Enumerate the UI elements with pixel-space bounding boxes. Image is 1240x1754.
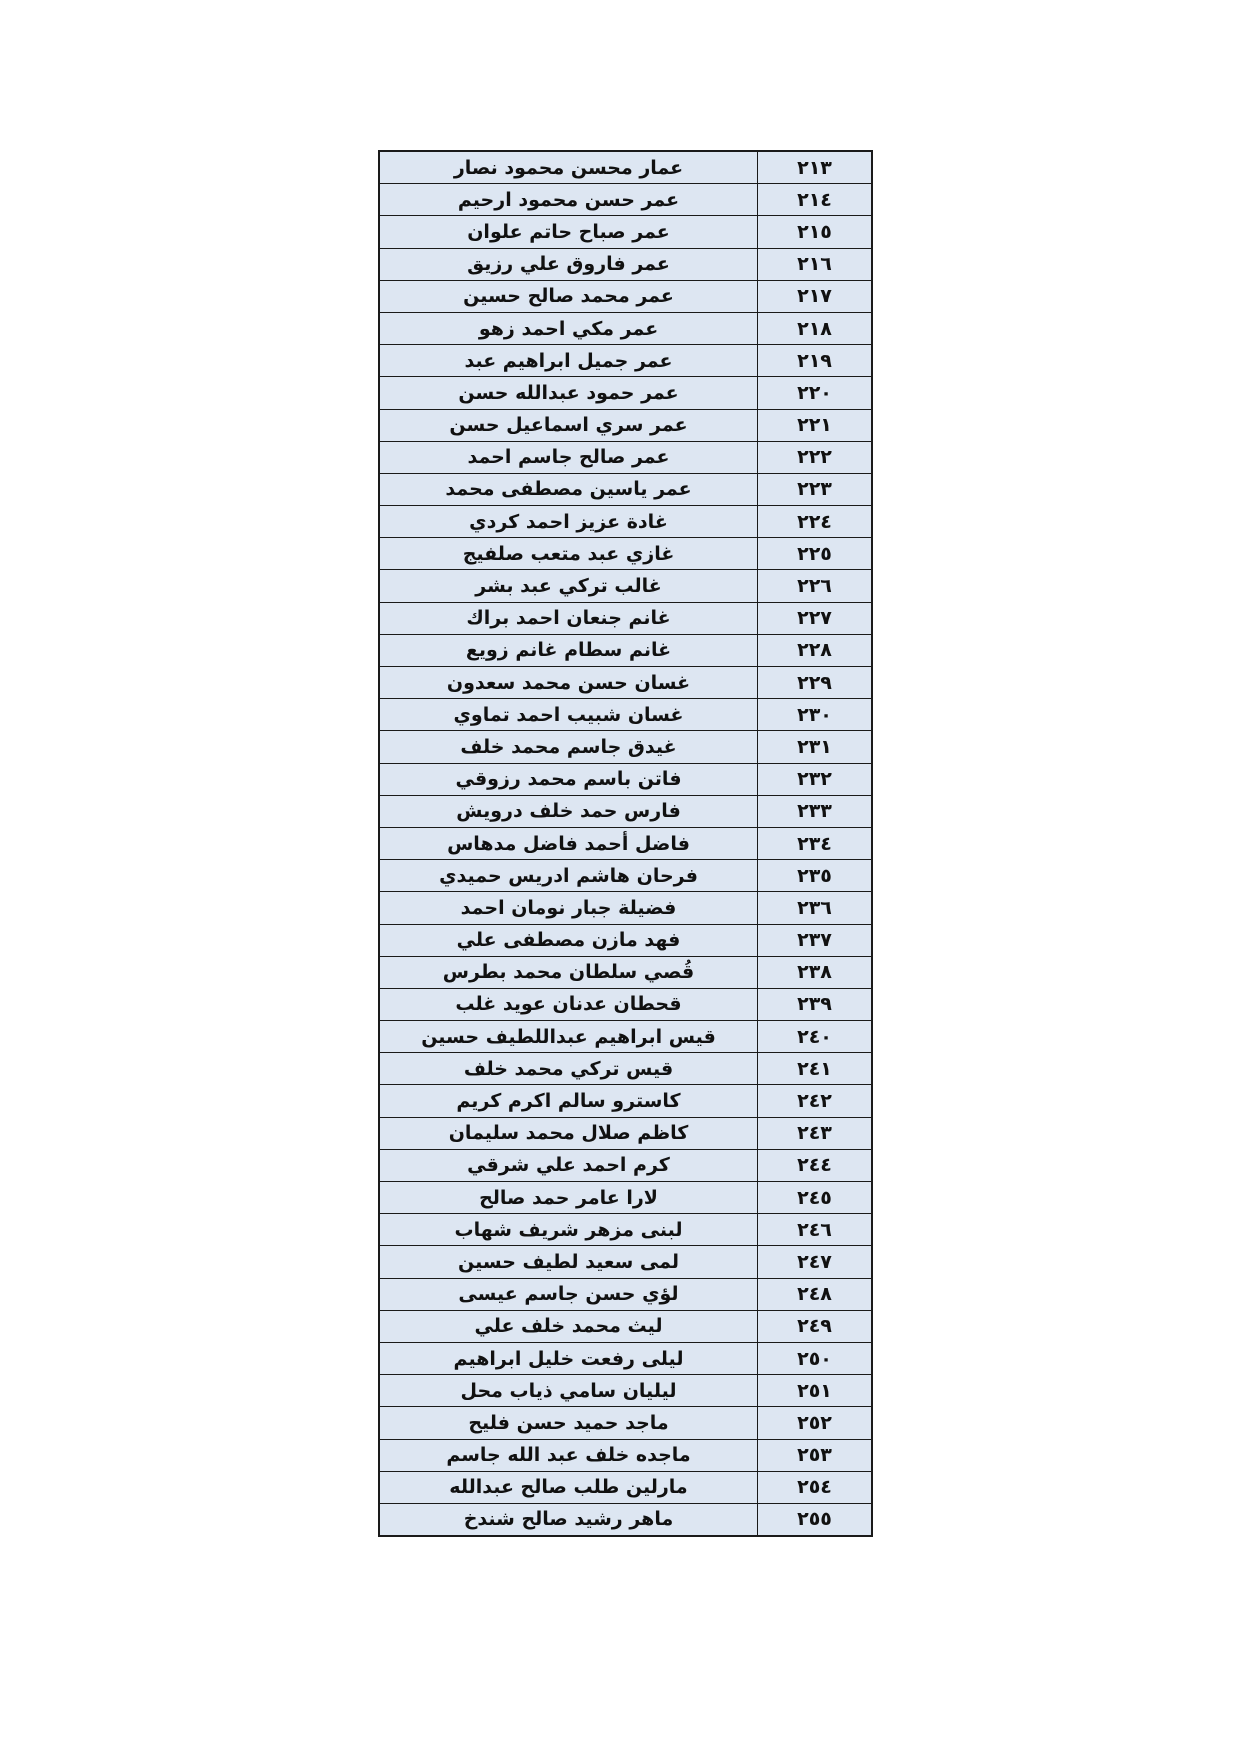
name-cell: ليث محمد خلف علي: [379, 1310, 758, 1342]
name-cell: قحطان عدنان عويد غلب: [379, 988, 758, 1020]
table-row: [379, 1149, 872, 1181]
number-cell: ٢٢٨: [758, 634, 873, 666]
number-cell: ٢٣٤: [758, 827, 873, 859]
table-row: [379, 1053, 872, 1085]
table-row: [379, 827, 872, 859]
name-cell: فرحان هاشم ادريس حميدي: [379, 860, 758, 892]
number-cell: ٢٣٧: [758, 924, 873, 956]
number-cell: ٢٢٢: [758, 441, 873, 473]
name-cell: غسان شبيب احمد تماوي: [379, 699, 758, 731]
number-cell: ٢١٦: [758, 248, 873, 280]
name-cell: قيس تركي محمد خلف: [379, 1053, 758, 1085]
table-row: [379, 667, 872, 699]
name-cell: فاضل أحمد فاضل مدهاس: [379, 827, 758, 859]
table-row: [379, 312, 872, 344]
number-cell: ٢٥٣: [758, 1439, 873, 1471]
name-cell: عمر جميل ابراهيم عبد: [379, 345, 758, 377]
number-cell: ٢٣٣: [758, 795, 873, 827]
table-row: [379, 345, 872, 377]
table-row: [379, 151, 872, 184]
name-cell: لمى سعيد لطيف حسين: [379, 1246, 758, 1278]
name-cell: قُصي سلطان محمد بطرس: [379, 956, 758, 988]
number-cell: ٢٤٦: [758, 1214, 873, 1246]
number-cell: ٢١٧: [758, 280, 873, 312]
table-row: [379, 1182, 872, 1214]
names-table: [378, 150, 873, 1537]
table-row: [379, 216, 872, 248]
table-row: [379, 473, 872, 505]
table-row: [379, 924, 872, 956]
table-row: [379, 795, 872, 827]
table-row: [379, 1021, 872, 1053]
number-cell: ٢٤٠: [758, 1021, 873, 1053]
name-cell: عمر مكي احمد زهو: [379, 312, 758, 344]
name-cell: لارا عامر حمد صالح: [379, 1182, 758, 1214]
name-cell: كاظم صلال محمد سليمان: [379, 1117, 758, 1149]
number-cell: ٢٥١: [758, 1375, 873, 1407]
table-row: [379, 538, 872, 570]
name-cell: غانم سطام غانم زويع: [379, 634, 758, 666]
name-cell: عمر صباح حاتم علوان: [379, 216, 758, 248]
table-row: [379, 248, 872, 280]
table-row: [379, 1310, 872, 1342]
name-cell: كاسترو سالم اكرم كريم: [379, 1085, 758, 1117]
number-cell: ٢٥٠: [758, 1342, 873, 1374]
name-cell: لؤي حسن جاسم عيسى: [379, 1278, 758, 1310]
name-cell: فهد مازن مصطفى علي: [379, 924, 758, 956]
table-row: [379, 1439, 872, 1471]
name-cell: عمر ياسين مصطفى محمد: [379, 473, 758, 505]
name-cell: ماهر رشيد صالح شندخ: [379, 1503, 758, 1536]
name-cell: عمر محمد صالح حسين: [379, 280, 758, 312]
number-cell: ٢٢٤: [758, 506, 873, 538]
table-row: [379, 184, 872, 216]
table-row: [379, 409, 872, 441]
name-cell: عمر حسن محمود ارحيم: [379, 184, 758, 216]
number-cell: ٢٣٦: [758, 892, 873, 924]
table-row: [379, 860, 872, 892]
table-row: [379, 892, 872, 924]
table-row: [379, 570, 872, 602]
number-cell: ٢٣٢: [758, 763, 873, 795]
name-cell: غيدق جاسم محمد خلف: [379, 731, 758, 763]
table-row: [379, 1278, 872, 1310]
name-cell: غانم جنعان احمد براك: [379, 602, 758, 634]
table-row: [379, 1342, 872, 1374]
table-row: [379, 1407, 872, 1439]
table-row: [379, 731, 872, 763]
name-cell: كرم احمد علي شرقي: [379, 1149, 758, 1181]
table-row: [379, 441, 872, 473]
number-cell: ٢٥٢: [758, 1407, 873, 1439]
number-cell: ٢١٩: [758, 345, 873, 377]
name-cell: فاتن باسم محمد رزوقي: [379, 763, 758, 795]
name-cell: غادة عزيز احمد كردي: [379, 506, 758, 538]
names-table-body: [379, 151, 872, 1536]
number-cell: ٢٣٨: [758, 956, 873, 988]
number-cell: ٢١٥: [758, 216, 873, 248]
number-cell: ٢٤٩: [758, 1310, 873, 1342]
table-row: [379, 377, 872, 409]
table-row: [379, 1471, 872, 1503]
table-row: [379, 763, 872, 795]
table-row: [379, 956, 872, 988]
number-cell: ٢٤٨: [758, 1278, 873, 1310]
number-cell: ٢٥٤: [758, 1471, 873, 1503]
table-row: [379, 1085, 872, 1117]
table-row: [379, 280, 872, 312]
number-cell: ٢١٤: [758, 184, 873, 216]
name-cell: عمر حمود عبدالله حسن: [379, 377, 758, 409]
number-cell: ٢٢٧: [758, 602, 873, 634]
table-row: [379, 1375, 872, 1407]
number-cell: ٢٢٣: [758, 473, 873, 505]
number-cell: ٢٢٩: [758, 667, 873, 699]
table-row: [379, 1246, 872, 1278]
number-cell: ٢٣٠: [758, 699, 873, 731]
number-cell: ٢١٣: [758, 151, 873, 184]
number-cell: ٢٤١: [758, 1053, 873, 1085]
number-cell: ٢٢١: [758, 409, 873, 441]
number-cell: ٢٤٧: [758, 1246, 873, 1278]
number-cell: ٢٣٩: [758, 988, 873, 1020]
table-row: [379, 634, 872, 666]
number-cell: ٢١٨: [758, 312, 873, 344]
name-cell: عمر فاروق علي رزيق: [379, 248, 758, 280]
number-cell: ٢٤٤: [758, 1149, 873, 1181]
name-cell: عمر سري اسماعيل حسن: [379, 409, 758, 441]
number-cell: ٢٣١: [758, 731, 873, 763]
name-cell: لبنى مزهر شريف شهاب: [379, 1214, 758, 1246]
number-cell: ٢٢٠: [758, 377, 873, 409]
name-cell: ليلى رفعت خليل ابراهيم: [379, 1342, 758, 1374]
number-cell: ٢٤٥: [758, 1182, 873, 1214]
table-row: [379, 699, 872, 731]
number-cell: ٢٥٥: [758, 1503, 873, 1536]
number-cell: ٢٢٦: [758, 570, 873, 602]
name-cell: ماجده خلف عبد الله جاسم: [379, 1439, 758, 1471]
name-cell: ماجد حميد حسن فليح: [379, 1407, 758, 1439]
table-row: [379, 1214, 872, 1246]
table-row: [379, 988, 872, 1020]
name-cell: غسان حسن محمد سعدون: [379, 667, 758, 699]
number-cell: ٢٣٥: [758, 860, 873, 892]
name-cell: قيس ابراهيم عبداللطيف حسين: [379, 1021, 758, 1053]
table-row: [379, 506, 872, 538]
table-row: [379, 1117, 872, 1149]
name-cell: غالب تركي عبد بشر: [379, 570, 758, 602]
number-cell: ٢٤٣: [758, 1117, 873, 1149]
name-cell: مارلين طلب صالح عبدالله: [379, 1471, 758, 1503]
table-row: [379, 1503, 872, 1536]
name-cell: عمار محسن محمود نصار: [379, 151, 758, 184]
table-row: [379, 602, 872, 634]
number-cell: ٢٤٢: [758, 1085, 873, 1117]
name-cell: ليليان سامي ذياب محل: [379, 1375, 758, 1407]
name-cell: عمر صالح جاسم احمد: [379, 441, 758, 473]
name-cell: فارس حمد خلف درويش: [379, 795, 758, 827]
number-cell: ٢٢٥: [758, 538, 873, 570]
name-cell: غازي عبد متعب صلفيج: [379, 538, 758, 570]
name-cell: فضيلة جبار نومان احمد: [379, 892, 758, 924]
